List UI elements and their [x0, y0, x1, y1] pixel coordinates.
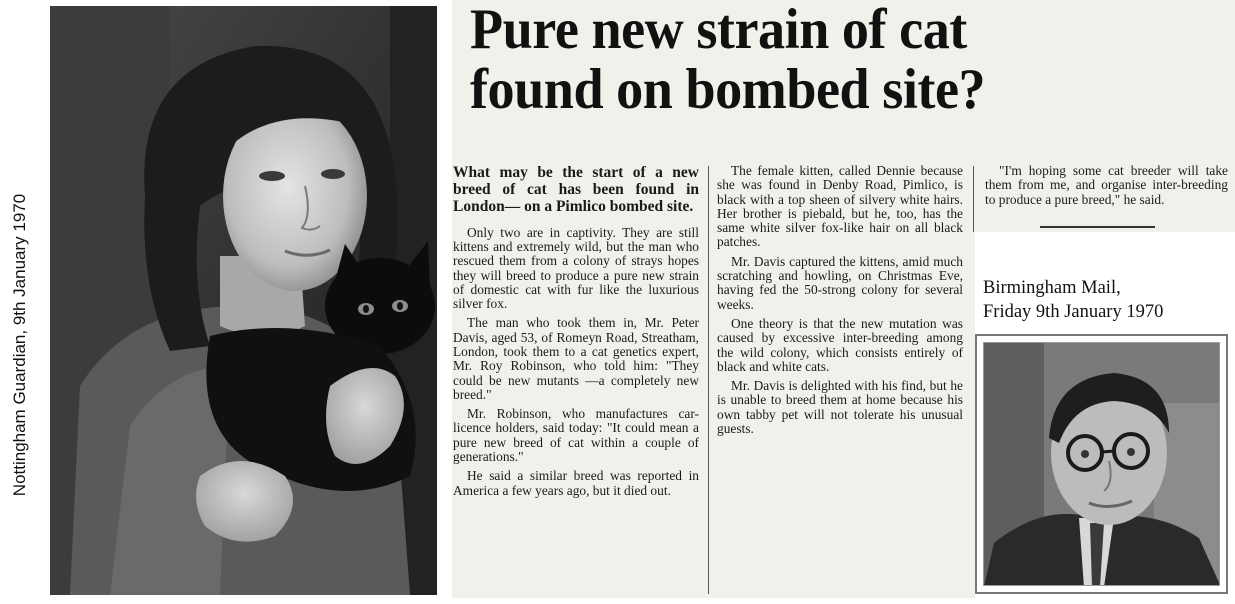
mail-caption-line-2: Friday 9th January 1970: [983, 302, 1164, 322]
photo-man-portrait-frame: [983, 342, 1220, 586]
photo-woman-with-kitten: [50, 6, 437, 595]
article-paragraph: Only two are in captivity. They are still kittens and extremely wild, but the man who rescued them from a colony of strays hopes they will breed to produce a pure new strain of domestic cat with fur like the luxurious silver fox.: [453, 224, 699, 312]
article-paragraph: Mr. Davis captured the kittens, amid much scratching and howling, on Christmas Eve, having fed the 50-strong colony for several weeks.: [717, 253, 963, 312]
article-paragraph: The man who took them in, Mr. Peter Davis, aged 53, of Romeyn Road, Streatham, London, took them to a cat genetics expert, Mr. Roy Robinson, who told him: "They could be new mutants —a completely new breed.": [453, 315, 699, 402]
article-column-1: [453, 164, 699, 503]
article-headline: [470, 0, 1154, 120]
article-paragraph: "I'm hoping some cat breeder will take them from me, and organise inter-breeding to produce a pure breed," he said.: [985, 163, 1228, 207]
photo-man-portrait: [975, 334, 1228, 594]
mail-caption-line-1: Birmingham Mail,: [983, 278, 1121, 298]
column-rule: [973, 166, 974, 232]
article-paragraph: One theory is that the new mutation was caused by excessive inter-breeding among the wild colony, which consists entirely of black and white cats.: [717, 315, 963, 374]
article-paragraph: The female kitten, called Dennie because she was found in Denby Road, Pimlico, is black with a top sheen of silvery white hairs. Her brother is piebald, but he, too, has the same white silver fox-like hair on all black patches.: [717, 163, 963, 250]
headline-line-2: found on bombed site?: [470, 58, 986, 121]
headline-line-1: Pure new strain of cat: [470, 0, 967, 61]
source-caption-nottingham: [2, 150, 38, 540]
source-caption-text: Nottingham Guardian, 9th January 1970: [10, 193, 29, 497]
article-intro: What may be the start of a new breed of cat has been found in London— on a Pimlico bombed site.: [453, 164, 699, 216]
article-column-2: [717, 164, 963, 441]
photo-woman-with-kitten-image: [50, 6, 437, 595]
source-caption-birmingham: [983, 276, 1163, 324]
column-rule: [708, 166, 709, 594]
article-end-rule: [1040, 226, 1155, 228]
article-paragraph: Mr. Robinson, who manufactures car-licence holders, said today: "It could mean a pure new breed of cat within a couple of generations.": [453, 406, 699, 465]
photo-man-portrait-image: [984, 343, 1220, 586]
article-paragraph: Mr. Davis is delighted with his find, but he is unable to breed them at home because his own tabby pet will not tolerate his unusual guests.: [717, 378, 963, 437]
article-paragraph: He said a similar breed was reported in America a few years ago, but it died out.: [453, 468, 699, 498]
article-column-3: [985, 164, 1228, 212]
